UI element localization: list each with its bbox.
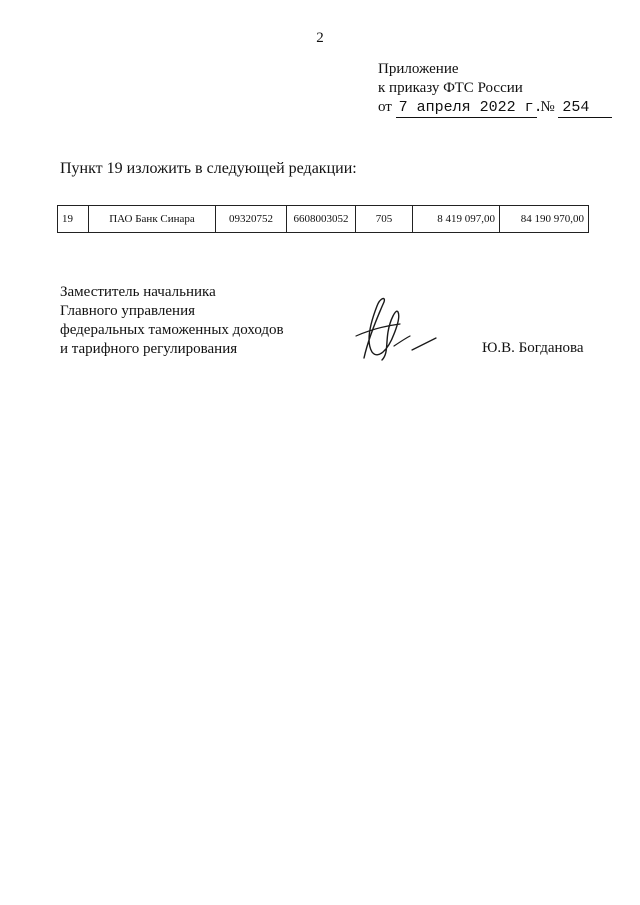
intro-text: Пункт 19 изложить в следующей редакции: xyxy=(60,160,357,177)
appendix-line-2: к приказу ФТС России xyxy=(378,80,523,96)
table-row xyxy=(58,206,589,233)
number-prefix: № xyxy=(540,99,555,115)
signatory-name: Ю.В. Богданова xyxy=(482,340,584,356)
signatory-title-line: Заместитель начальника xyxy=(60,284,216,300)
cell-inn: 6608003052 xyxy=(287,206,356,233)
cell-amount-2: 84 190 970,00 xyxy=(500,206,589,233)
order-date: 7 апреля 2022 г. xyxy=(396,98,537,118)
appendix-line-1: Приложение xyxy=(378,61,459,77)
order-number: 254 xyxy=(558,98,612,118)
cell-code-1: 09320752 xyxy=(216,206,287,233)
cell-code-2: 705 xyxy=(356,206,413,233)
signatory-title xyxy=(60,283,284,359)
cell-amount-1: 8 419 097,00 xyxy=(413,206,500,233)
signatory-title-line: Главного управления xyxy=(60,303,195,319)
page-number: 2 xyxy=(316,30,324,46)
signatory-title-line: и тарифного регулирования xyxy=(60,341,238,357)
cell-bank-name: ПАО Банк Синара xyxy=(89,206,216,233)
date-prefix: от xyxy=(378,99,392,115)
appendix-date-line xyxy=(378,98,612,118)
handwritten-signature xyxy=(350,290,440,370)
cell-item-number: 19 xyxy=(58,206,89,233)
appendix-header xyxy=(378,60,612,118)
bank-table xyxy=(57,205,589,233)
signatory-title-line: федеральных таможенных доходов xyxy=(60,322,284,338)
